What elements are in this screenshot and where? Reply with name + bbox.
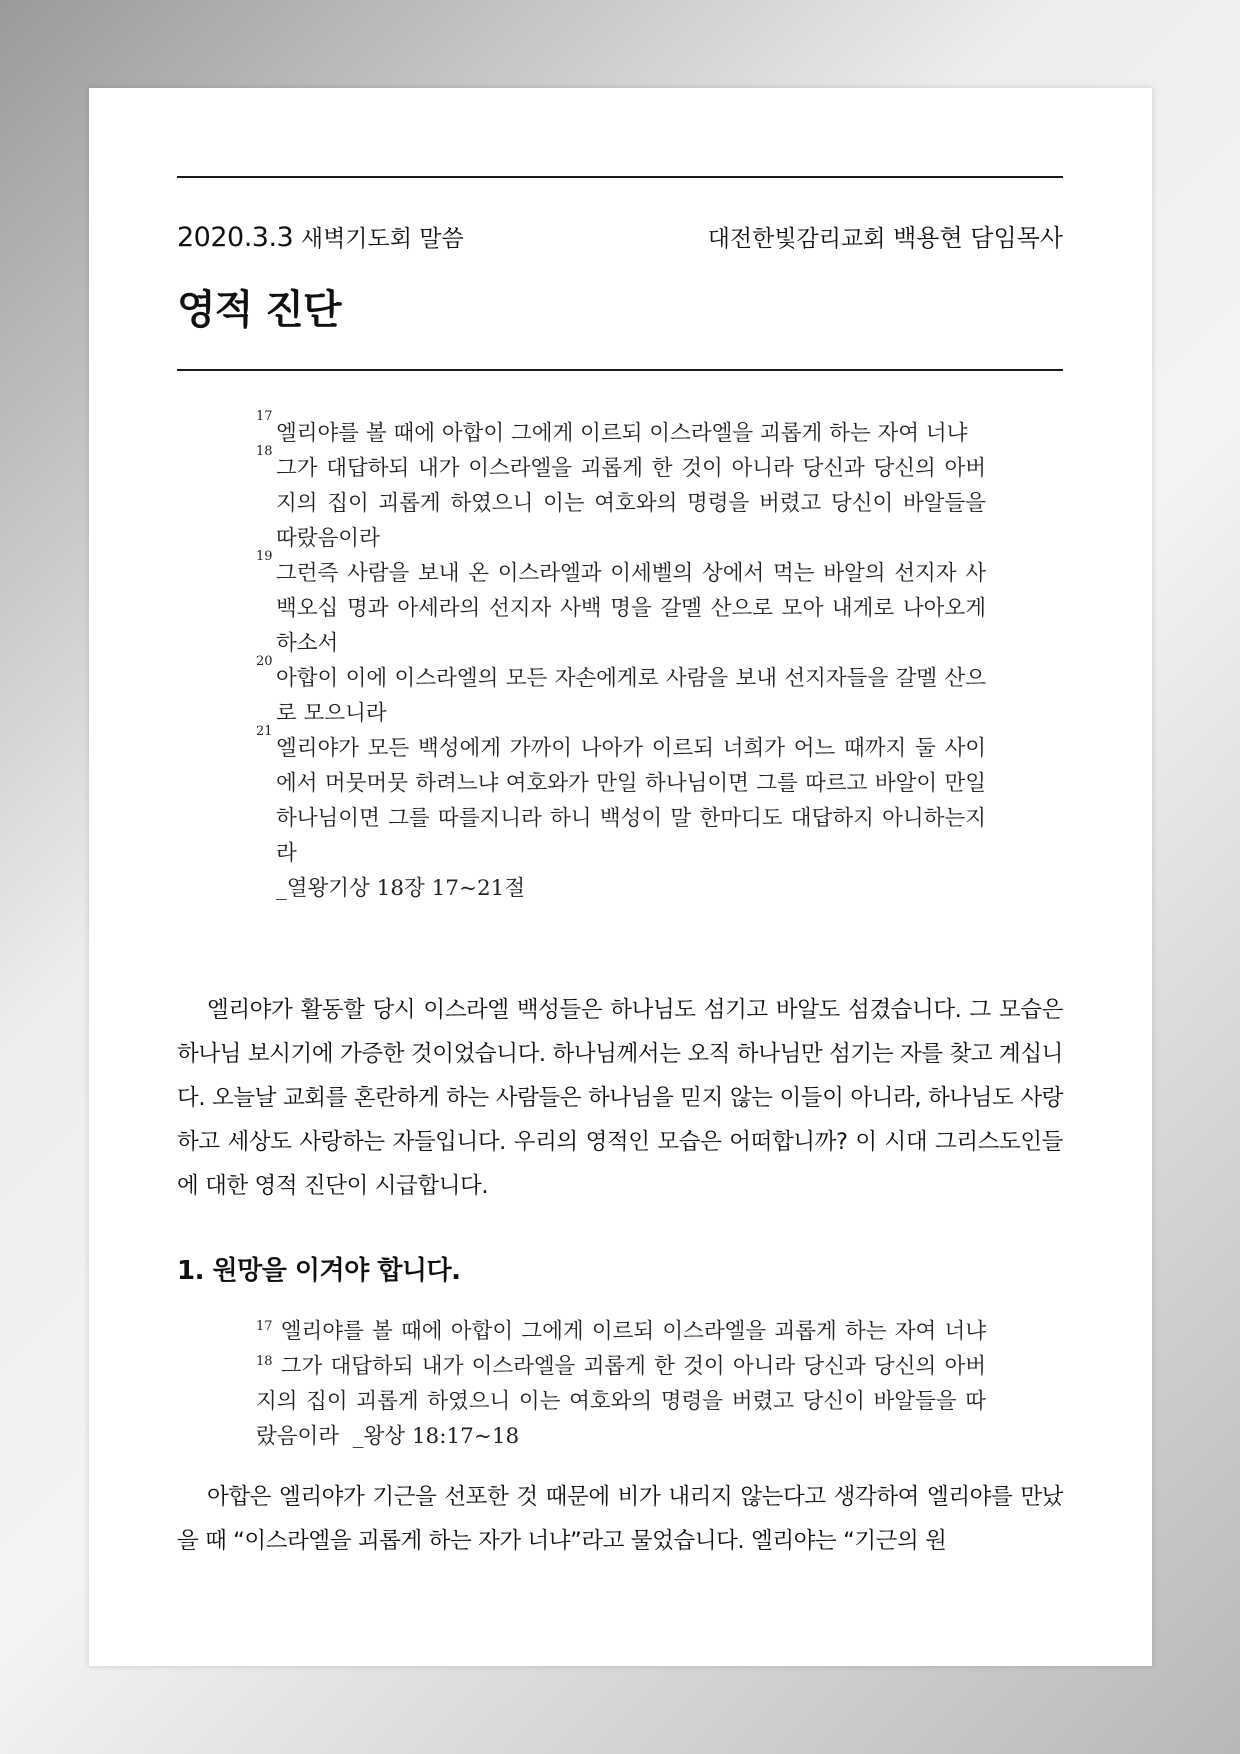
sermon-date-line <box>177 220 464 253</box>
intro-paragraph: 엘리야가 활동할 당시 이스라엘 백성들은 하나님도 섬기고 바알도 섬겼습니다. 그 모습은 하나님 보시기에 가증한 것이었습니다. 하나님께서는 오직 하나님만 섬기는 자를 찾고 계십니다. 오늘날 교회를 혼란하게 하는 사람들은 하나님을 믿지 않는 이들이 아니라, 하나님도 사랑하고 세상도 사랑하는 자들입니다. 우리의 영적인 모습은 어떠합니까? 이 시대 그리스도인들에 대한 영적 진단이 시급합니다. <box>177 997 1063 1199</box>
sermon-header <box>177 218 1063 258</box>
church-name: 대전한빛감리교회 <box>707 226 886 252</box>
title-rule <box>177 369 1063 371</box>
verse-text: 엘리야를 볼 때에 아합이 그에게 이르되 이스라엘을 괴롭게 하는 자여 너냐 <box>276 421 968 446</box>
document-page <box>89 88 1152 1666</box>
verse-number: 17 <box>256 1319 273 1334</box>
verse-number: 18 <box>256 1354 273 1369</box>
verse-number: 18 <box>256 444 273 459</box>
scripture-reference: _열왕기상 18장 17~21절 <box>276 876 526 901</box>
verse-text: 그런즉 사람을 보내 온 이스라엘과 이세벨의 상에서 먹는 바알의 선지자 사백오십 명과 아세라의 선지자 사백 명을 갈멜 산으로 모아 내게로 나아오게 하소서 <box>276 561 986 656</box>
verse <box>256 409 986 451</box>
verse-text: 아합이 이에 이스라엘의 모든 자손에게로 사람을 보내 선지자들을 갈멜 산으로 모으니라 <box>276 666 986 726</box>
section-scripture <box>256 1314 986 1454</box>
verse-number: 21 <box>256 724 273 739</box>
service-name: 새벽기도회 말씀 <box>300 226 464 252</box>
scripture-reference: _왕상 18:17~18 <box>352 1424 520 1449</box>
preacher-line <box>708 218 1063 253</box>
sermon-title: 영적 진단 <box>177 287 341 333</box>
sermon-date: 2020.3.3 <box>177 222 294 253</box>
verse-number: 17 <box>256 409 273 424</box>
verse-text: 엘리야를 볼 때에 아합이 그에게 이르되 이스라엘을 괴롭게 하는 자여 너냐 <box>280 1319 986 1344</box>
verse-text: 그가 대답하되 내가 이스라엘을 괴롭게 한 것이 아니라 당신과 당신의 아버지의 집이 괴롭게 하였으니 이는 여호와의 명령을 버렸고 당신이 바알들을 따랐음이라 <box>256 1354 986 1449</box>
verse-number: 20 <box>256 654 273 669</box>
scripture-passage <box>256 409 986 906</box>
top-rule <box>177 176 1063 178</box>
verse <box>256 654 986 731</box>
section-paragraph: 아합은 엘리야가 기근을 선포한 것 때문에 비가 내리지 않는다고 생각하여 엘리야를 만났을 때 “이스라엘을 괴롭게 하는 자가 너냐”라고 물었습니다. 엘리야는 “기근의 원 <box>177 1484 1063 1554</box>
pastor-name: 백용현 담임목사 <box>893 224 1063 252</box>
verse <box>256 724 986 871</box>
verse <box>256 549 986 661</box>
verse-text: 엘리야가 모든 백성에게 가까이 나아가 이르되 너희가 어느 때까지 둘 사이에서 머뭇머뭇 하려느냐 여호와가 만일 하나님이면 그를 따르고 바알이 만일 하나님이면 그를 따를지니라 하니 백성이 말 한마디도 대답하지 아니하는지라 <box>276 736 986 866</box>
inline-verses <box>256 1314 986 1454</box>
verse-number: 19 <box>256 549 273 564</box>
verse <box>256 444 986 556</box>
section-heading: 1. 원망을 이겨야 합니다. <box>177 1256 461 1286</box>
verse-text: 그가 대답하되 내가 이스라엘을 괴롭게 한 것이 아니라 당신과 당신의 아버지의 집이 괴롭게 하였으니 이는 여호와의 명령을 버렸고 당신이 바알들을 따랐음이라 <box>276 456 986 551</box>
